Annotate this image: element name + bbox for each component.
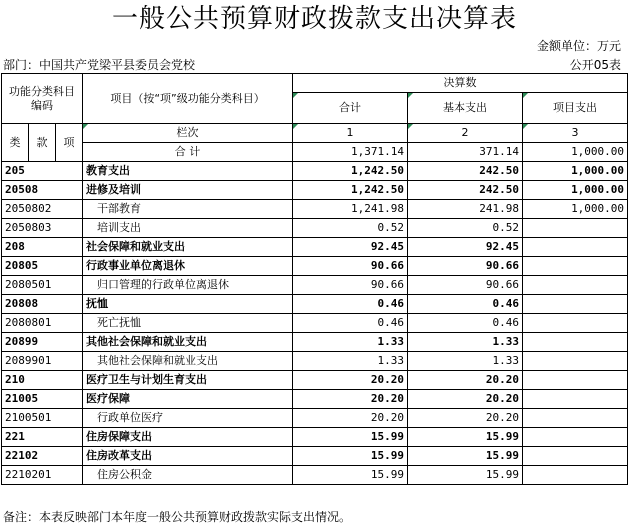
row-basic: 15.99 xyxy=(408,466,523,485)
page-title: 一般公共预算财政拨款支出决算表 xyxy=(111,4,517,34)
row-total: 90.66 xyxy=(293,257,408,276)
row-basic: 20.20 xyxy=(408,371,523,390)
table-row xyxy=(2,371,628,390)
row-total: 1.33 xyxy=(293,352,408,371)
row-project xyxy=(523,466,628,485)
row-code: 21005 xyxy=(2,390,83,409)
row-total: 1,241.98 xyxy=(293,200,408,219)
table-row xyxy=(2,181,628,200)
header-col2: 2 xyxy=(408,124,523,143)
row-basic: 15.99 xyxy=(408,428,523,447)
row-basic: 92.45 xyxy=(408,238,523,257)
row-name: 抚恤 xyxy=(83,295,293,314)
row-code: 2089901 xyxy=(2,352,83,371)
row-code: 205 xyxy=(2,162,83,181)
row-code: 210 xyxy=(2,371,83,390)
row-total: 1.33 xyxy=(293,333,408,352)
row-total: 0.52 xyxy=(293,219,408,238)
row-total: 0.46 xyxy=(293,314,408,333)
row-project xyxy=(523,371,628,390)
row-code: 20899 xyxy=(2,333,83,352)
row-code: 208 xyxy=(2,238,83,257)
row-name: 行政事业单位离退休 xyxy=(83,257,293,276)
row-name: 培训支出 xyxy=(83,219,293,238)
row-basic: 0.52 xyxy=(408,219,523,238)
row-project xyxy=(523,428,628,447)
header-lanci: 栏次 xyxy=(83,124,293,143)
row-basic: 20.20 xyxy=(408,409,523,428)
row-total: 15.99 xyxy=(293,466,408,485)
row-name: 干部教育 xyxy=(83,200,293,219)
row-code: 2100501 xyxy=(2,409,83,428)
row-basic: 0.46 xyxy=(408,314,523,333)
row-basic: 15.99 xyxy=(408,447,523,466)
row-project xyxy=(523,390,628,409)
row-name: 死亡抚恤 xyxy=(83,314,293,333)
row-project xyxy=(523,295,628,314)
row-project: 1,000.00 xyxy=(523,200,628,219)
row-total: 20.20 xyxy=(293,390,408,409)
row-code: 20805 xyxy=(2,257,83,276)
row-basic: 20.20 xyxy=(408,390,523,409)
row-name: 住房保障支出 xyxy=(83,428,293,447)
header-final: 决算数 xyxy=(293,74,628,93)
row-total: 90.66 xyxy=(293,276,408,295)
row-code: 20808 xyxy=(2,295,83,314)
footnote: 备注：本表反映部门本年度一般公共预算财政拨款实际支出情况。 xyxy=(3,510,352,524)
row-code: 2080801 xyxy=(2,314,83,333)
row-project xyxy=(523,314,628,333)
header-project: 项目支出 xyxy=(523,93,628,124)
header-basic: 基本支出 xyxy=(408,93,523,124)
table-row xyxy=(2,333,628,352)
row-project xyxy=(523,219,628,238)
row-total: 92.45 xyxy=(293,238,408,257)
header-kuan: 款 xyxy=(29,124,56,162)
row-name: 社会保障和就业支出 xyxy=(83,238,293,257)
row-total: 15.99 xyxy=(293,428,408,447)
header-col3: 3 xyxy=(523,124,628,143)
row-project xyxy=(523,276,628,295)
expenditure-table xyxy=(1,73,628,485)
table-row xyxy=(2,219,628,238)
row-project xyxy=(523,257,628,276)
row-code: 20508 xyxy=(2,181,83,200)
row-project xyxy=(523,447,628,466)
row-total: 20.20 xyxy=(293,371,408,390)
row-total: 1,242.50 xyxy=(293,181,408,200)
row-name: 行政单位医疗 xyxy=(83,409,293,428)
row-total: 0.46 xyxy=(293,295,408,314)
row-basic: 0.46 xyxy=(408,295,523,314)
table-row xyxy=(2,314,628,333)
table-row xyxy=(2,409,628,428)
row-project xyxy=(523,352,628,371)
row-total: 1,242.50 xyxy=(293,162,408,181)
table-row xyxy=(2,466,628,485)
header-total: 合计 xyxy=(293,93,408,124)
table-row xyxy=(2,200,628,219)
table-row xyxy=(2,428,628,447)
form-number: 公开05表 xyxy=(569,58,621,72)
row-name: 医疗卫生与计划生育支出 xyxy=(83,371,293,390)
row-basic: 1.33 xyxy=(408,352,523,371)
row-project xyxy=(523,409,628,428)
row-name: 住房公积金 xyxy=(83,466,293,485)
row-total: 15.99 xyxy=(293,447,408,466)
header-col1: 1 xyxy=(293,124,408,143)
row-basic: 90.66 xyxy=(408,257,523,276)
row-code: 2050803 xyxy=(2,219,83,238)
row-basic: 1.33 xyxy=(408,333,523,352)
row-code: 221 xyxy=(2,428,83,447)
row-basic: 242.50 xyxy=(408,162,523,181)
row-name: 住房改革支出 xyxy=(83,447,293,466)
row-basic: 242.50 xyxy=(408,181,523,200)
table-row xyxy=(2,390,628,409)
table-row xyxy=(2,238,628,257)
row-code: 2050802 xyxy=(2,200,83,219)
total-basic: 371.14 xyxy=(408,143,523,162)
row-name: 医疗保障 xyxy=(83,390,293,409)
row-name: 其他社会保障和就业支出 xyxy=(83,333,293,352)
row-code: 2080501 xyxy=(2,276,83,295)
total-total: 1,371.14 xyxy=(293,143,408,162)
table-row xyxy=(2,295,628,314)
table-row xyxy=(2,447,628,466)
row-project: 1,000.00 xyxy=(523,162,628,181)
row-name: 其他社会保障和就业支出 xyxy=(83,352,293,371)
table-row xyxy=(2,352,628,371)
row-project xyxy=(523,333,628,352)
unit-label: 金额单位：万元 xyxy=(536,39,621,53)
header-xiang: 项 xyxy=(56,124,83,162)
row-code: 22102 xyxy=(2,447,83,466)
row-project: 1,000.00 xyxy=(523,181,628,200)
table-row xyxy=(2,162,628,181)
department-label: 部门：中国共产党梁平县委员会党校 xyxy=(3,58,196,72)
row-code: 2210201 xyxy=(2,466,83,485)
row-total: 20.20 xyxy=(293,409,408,428)
total-project: 1,000.00 xyxy=(523,143,628,162)
header-lei: 类 xyxy=(2,124,29,162)
header-item: 项目（按“项”级功能分类科目） xyxy=(83,74,293,124)
row-basic: 241.98 xyxy=(408,200,523,219)
header-func-code: 功能分类科目编码 xyxy=(2,74,83,124)
row-name: 进修及培训 xyxy=(83,181,293,200)
row-project xyxy=(523,238,628,257)
table-row xyxy=(2,257,628,276)
row-name: 教育支出 xyxy=(83,162,293,181)
table-row xyxy=(2,276,628,295)
row-name: 归口管理的行政单位离退休 xyxy=(83,276,293,295)
row-basic: 90.66 xyxy=(408,276,523,295)
total-label: 合 计 xyxy=(83,143,293,162)
